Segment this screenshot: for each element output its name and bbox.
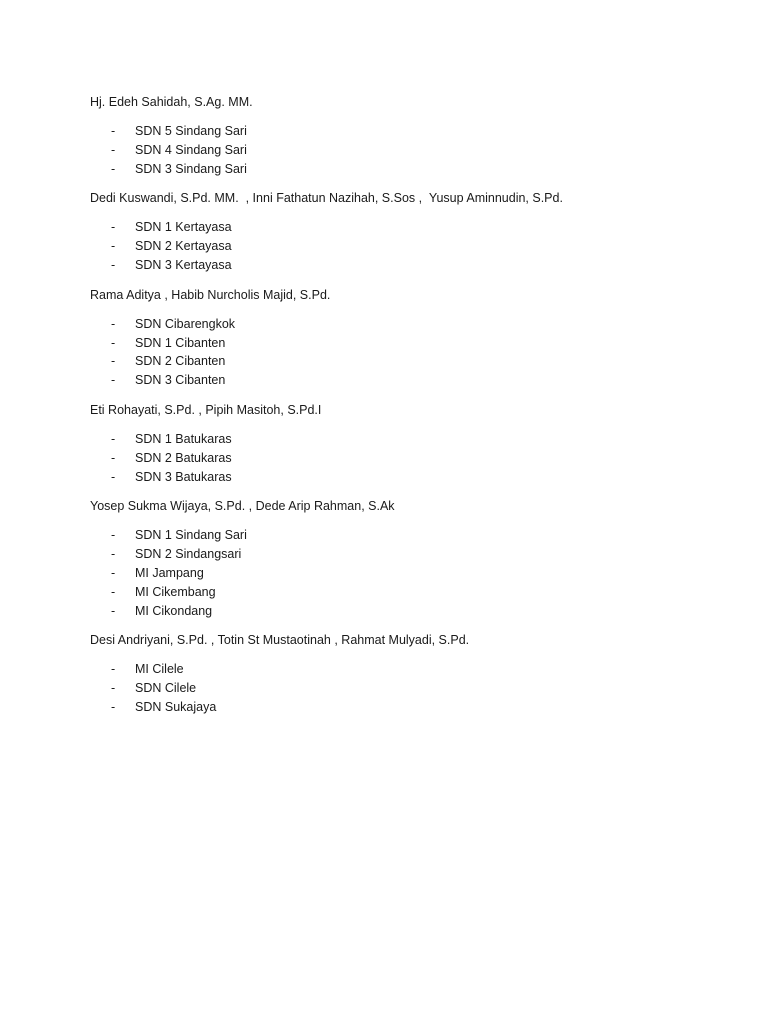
list-item <box>90 583 730 602</box>
group-heading: Desi Andriyani, S.Pd. , Totin St Mustaotinah , Rahmat Mulyadi, S.Pd. <box>90 633 470 648</box>
list-bullet: - <box>111 373 116 388</box>
school-list <box>90 526 730 620</box>
list-bullet: - <box>111 239 116 254</box>
school-name: SDN 3 Kertayasa <box>135 257 232 272</box>
school-name: MI Jampang <box>135 565 204 580</box>
school-list <box>90 122 730 178</box>
school-name: SDN 1 Batukaras <box>135 431 232 446</box>
list-bullet: - <box>111 528 116 543</box>
list-bullet: - <box>111 161 116 176</box>
school-name: SDN 2 Sindangsari <box>135 547 242 562</box>
school-name: SDN Cilele <box>135 681 197 696</box>
document-page <box>90 93 730 728</box>
group-heading: Hj. Edeh Sahidah, S.Ag. MM. <box>90 95 253 109</box>
list-bullet: - <box>111 565 116 580</box>
school-name: SDN Cibarengkok <box>135 316 236 331</box>
group-3 <box>90 286 730 390</box>
school-list <box>90 660 730 716</box>
school-name: SDN 2 Cibanten <box>135 354 226 369</box>
school-name: MI Cikondang <box>135 603 213 618</box>
list-item <box>90 256 730 275</box>
school-name: SDN 3 Batukaras <box>135 469 232 484</box>
list-item <box>90 660 730 679</box>
list-bullet: - <box>111 142 116 157</box>
list-item <box>90 449 730 468</box>
list-bullet: - <box>111 431 116 446</box>
list-bullet: - <box>111 124 116 138</box>
list-bullet: - <box>111 354 116 369</box>
group-heading: Rama Aditya , Habib Nurcholis Majid, S.Pd. <box>90 287 331 302</box>
list-item <box>90 141 730 160</box>
list-item <box>90 218 730 237</box>
list-bullet: - <box>111 220 116 235</box>
group-heading: Eti Rohayati, S.Pd. , Pipih Masitoh, S.Pd.I <box>90 402 322 417</box>
school-name: MI Cilele <box>135 662 184 677</box>
list-item <box>90 564 730 583</box>
group-5 <box>90 497 730 620</box>
list-item <box>90 371 730 390</box>
list-bullet: - <box>111 584 116 599</box>
list-item <box>90 545 730 564</box>
group-6 <box>90 631 730 716</box>
school-name: SDN 2 Kertayasa <box>135 239 232 254</box>
list-item <box>90 602 730 621</box>
list-bullet: - <box>111 681 116 696</box>
list-item <box>90 334 730 353</box>
list-item <box>90 160 730 179</box>
group-1 <box>90 93 730 178</box>
list-item <box>90 679 730 698</box>
list-bullet: - <box>111 316 116 331</box>
list-item <box>90 122 730 141</box>
list-bullet: - <box>111 699 116 714</box>
school-name: SDN 3 Sindang Sari <box>135 161 247 176</box>
list-bullet: - <box>111 450 116 465</box>
list-bullet: - <box>111 603 116 618</box>
school-list <box>90 430 730 486</box>
school-list <box>90 218 730 274</box>
school-name: SDN 3 Cibanten <box>135 373 226 388</box>
group-heading: Dedi Kuswandi, S.Pd. MM. , Inni Fathatun Nazihah, S.Sos , Yusup Aminnudin, S.Pd. <box>90 191 563 206</box>
school-name: SDN 4 Sindang Sari <box>135 142 247 157</box>
list-bullet: - <box>111 335 116 350</box>
school-name: SDN 1 Cibanten <box>135 335 226 350</box>
group-2 <box>90 189 730 274</box>
list-item <box>90 315 730 334</box>
list-item <box>90 237 730 256</box>
list-item <box>90 352 730 371</box>
group-heading: Yosep Sukma Wijaya, S.Pd. , Dede Arip Rahman, S.Ak <box>90 499 395 514</box>
school-name: SDN 5 Sindang Sari <box>135 124 247 138</box>
list-item <box>90 468 730 487</box>
school-name: SDN 1 Sindang Sari <box>135 528 247 543</box>
school-name: MI Cikembang <box>135 584 216 599</box>
list-bullet: - <box>111 257 116 272</box>
list-bullet: - <box>111 662 116 677</box>
list-item <box>90 698 730 717</box>
list-item <box>90 526 730 545</box>
list-bullet: - <box>111 469 116 484</box>
list-bullet: - <box>111 547 116 562</box>
school-list <box>90 315 730 390</box>
school-name: SDN Sukajaya <box>135 699 217 714</box>
group-4 <box>90 401 730 486</box>
list-item <box>90 430 730 449</box>
school-name: SDN 2 Batukaras <box>135 450 232 465</box>
school-name: SDN 1 Kertayasa <box>135 220 232 235</box>
